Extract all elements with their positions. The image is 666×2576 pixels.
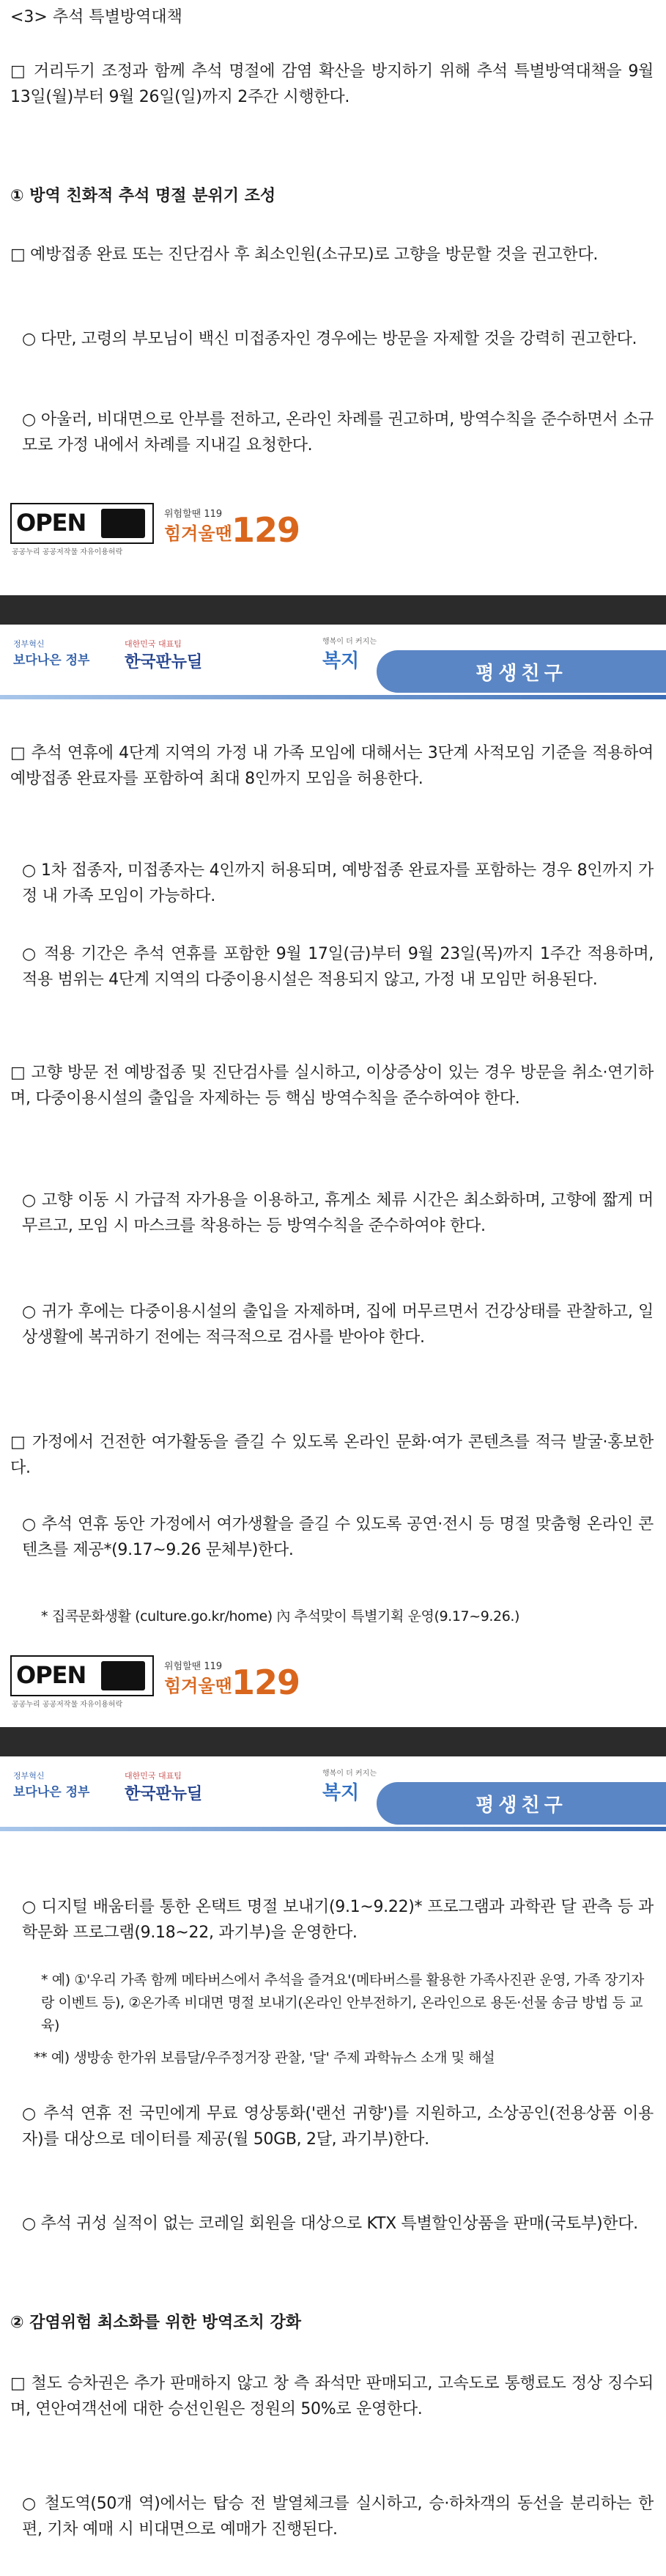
page-tag-pill: 평생친구 [377,650,666,693]
footnote: ** 예) 생방송 한가위 보름달/우주정거장 관찰, '달' 주제 과학뉴스 소개 및 해설 [34,2050,495,2066]
paragraph: ○ 추석 연휴 동안 가정에서 여가생활을 즐길 수 있도록 공연·전시 등 명절 맞춤형 온라인 콘텐츠를 제공*(9.17~9.26 문체부)한다. [22,1515,654,1559]
paragraph: ○ 디지털 배움터를 통한 온택트 명절 보내기(9.1~9.22)* 프로그램과 과학관 달 관측 등 과학문화 프로그램(9.18~22, 과기부)을 운영한다. [22,1898,654,1942]
paragraph: □ 예방접종 완료 또는 진단검사 후 최소인원(소규모)로 고향을 방문할 것을 권고한다. [10,246,599,264]
subheading: ② 감염위험 최소화를 위한 방역조치 강화 [10,2314,301,2332]
gov-innovation-logo: 정부혁신 보다나은 정부 [13,639,90,668]
paragraph: ○ 적용 기간은 추석 연휴를 포함한 9월 17일(금)부터 9월 23일(목)까지 1주간 적용하며, 적용 범위는 4단계 지역의 다중이용시설은 적용되지 않고, 가정 내 모임만 허용된다. [22,945,654,989]
header-rule [0,1827,666,1831]
subheading: ① 방역 친화적 추석 명절 분위기 조성 [10,187,276,205]
page-2 [0,625,666,1746]
paragraph: ○ 철도역(50개 역)에서는 탑승 전 발열체크를 실시하고, 승·하차객의 동선을 분리하는 한편, 기차 예매 시 비대면으로 예매가 진행된다. [22,2495,654,2539]
section-title: <3> 추석 특별방역대책 [10,8,182,26]
hotline-129-logo: 위험할땐 119 힘겨울땐 129 [164,1661,300,1702]
footer: OPEN 공공누리 공공저작물 자유이용허락 위험할땐 119 힘겨울땐 129 [10,500,318,556]
paragraph: □ 고향 방문 전 예방접종 및 진단검사를 실시하고, 이상증상이 있는 경우 방문을 취소·연기하며, 다중이용시설의 출입을 자제하는 등 핵심 방역수칙을 준수하여야 한다. [10,1064,654,1108]
paragraph: □ 추석 연휴에 4단계 지역의 가정 내 가족 모임에 대해서는 3단계 사적모임 기준을 적용하여 예방접종 완료자를 포함하여 최대 8인까지 모임을 허용한다. [10,744,654,788]
welfare-logo: 행복이 더 커지는 복지 [322,1770,377,1804]
paragraph: □ 철도 승차권은 추가 판매하지 않고 창 측 좌석만 판매되고, 고속도로 통행료도 정상 징수되며, 연안여객선에 대한 승선인원은 정원의 50%로 운영한다. [10,2374,654,2418]
license-badge-icon [101,509,145,538]
korean-new-deal-logo: 대한민국 대표팀 한국판뉴딜 [125,1771,203,1803]
welfare-logo: 행복이 더 커지는 복지 [322,638,377,672]
license-badge-icon [101,1661,145,1690]
page-1 [0,0,666,557]
footnote: * 집콕문화생활 (culture.go.kr/home) 內 추석맞이 특별기획 운영(9.17~9.26.) [41,1608,520,1624]
footnote: * 예) ①'우리 가족 함께 메타버스에서 추석을 즐겨요'(메타버스를 활용한 가족사진관 운영, 가족 장기자랑 이벤트 등), ②온가족 비대면 명절 보내기(온라인 안부전하기, 온라인으로 용돈·선물 송금 방법 등 교육) [41,1972,644,2034]
footer: OPEN 공공누리 공공저작물 자유이용허락 위험할땐 119 힘겨울땐 129 [10,1652,318,1708]
open-license-logo: OPEN [10,1655,154,1696]
paragraph: ○ 아울러, 비대면으로 안부를 전하고, 온라인 차례를 권고하며, 방역수칙을 준수하면서 소규모로 가정 내에서 차례를 지내길 요청한다. [22,411,654,455]
header-band [0,625,666,694]
gov-innovation-logo: 정부혁신 보다나은 정부 [13,1771,90,1800]
page-3 [0,1756,666,2576]
header-band [0,1756,666,1826]
page-separator [0,1727,666,1756]
page-tag-pill: 평생친구 [377,1782,666,1825]
paragraph: ○ 추석 귀성 실적이 없는 코레일 회원을 대상으로 KTX 특별할인상품을 판매(국토부)한다. [22,2215,638,2233]
paragraph: ○ 1차 접종자, 미접종자는 4인까지 허용되며, 예방접종 완료자를 포함하는 경우 8인까지 가정 내 가족 모임이 가능하다. [22,861,654,905]
paragraph: ○ 다만, 고령의 부모님이 백신 미접종자인 경우에는 방문을 자제할 것을 강력히 권고한다. [22,330,637,348]
page-separator [0,595,666,625]
paragraph: ○ 귀가 후에는 다중이용시설의 출입을 자제하며, 집에 머무르면서 건강상태를 관찰하고, 일상생활에 복귀하기 전에는 적극적으로 검사를 받아야 한다. [22,1303,654,1347]
paragraph: □ 거리두기 조정과 함께 추석 명절에 감염 확산을 방지하기 위해 추석 특별방역대책을 9월 13일(월)부터 9월 26일(일)까지 2주간 시행한다. [10,62,654,106]
hotline-129-logo: 위험할땐 119 힘겨울땐 129 [164,509,300,550]
paragraph: ○ 추석 연휴 전 국민에게 무료 영상통화('랜선 귀향')를 지원하고, 소상공인(전용상품 이용자)를 대상으로 데이터를 제공(월 50GB, 2달, 과기부)한다. [22,2105,654,2149]
korean-new-deal-logo: 대한민국 대표팀 한국판뉴딜 [125,639,203,671]
header-rule [0,695,666,699]
paragraph: ○ 고향 이동 시 가급적 자가용을 이용하고, 휴게소 체류 시간은 최소화하며, 고향에 짧게 머무르고, 모임 시 마스크를 착용하는 등 방역수칙을 준수하여야 한다. [22,1191,654,1235]
paragraph: □ 가정에서 건전한 여가활동을 즐길 수 있도록 온라인 문화·여가 콘텐츠를 적극 발굴·홍보한다. [10,1433,654,1477]
open-license-logo: OPEN [10,503,154,544]
